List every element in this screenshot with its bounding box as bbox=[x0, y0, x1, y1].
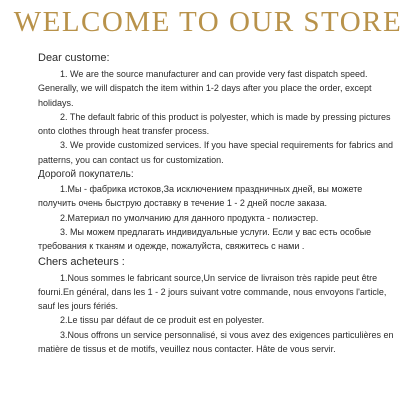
section-russian bbox=[38, 167, 400, 253]
french-item-1: 1.Nous sommes le fabricant source,Un service de livraison très rapide peut être fourni.En général, dans les 1 - 2 jours suivant votre commande, nous envoyons l'article, sauf les jours fériés. bbox=[38, 272, 387, 312]
english-item-2: 2. The default fabric of this product is polyester, which is made by pressing pictures onto clothes through heat transfer process. bbox=[38, 111, 391, 137]
russian-item-3: 3. Мы можем предлагать индивидуальные услуги. Если у вас есть особые требования к тканям и одежде, пожалуйста, свяжитесь с нами . bbox=[38, 226, 372, 252]
english-item-3: 3. We provide customized services. If you have special requirements for fabrics and patterns, you can contact us for customization. bbox=[38, 140, 393, 165]
french-heading: Chers acheteurs : bbox=[38, 255, 125, 268]
russian-heading: Дорогой покупатель: bbox=[38, 169, 134, 181]
section-french bbox=[38, 254, 400, 357]
english-item-1: 1. We are the source manufacturer and can provide very fast dispatch speed. Generally, we will dispatch the item within 1-2 days after you place the order, except holidays. bbox=[38, 69, 372, 108]
french-item-3: 3.Nous offrons un service personnalisé, si vous avez des exigences particulières en matière de tissus et de motifs, veuillez nous contacter. Hâte de vous servir. bbox=[38, 329, 394, 355]
store-notice bbox=[38, 50, 400, 356]
russian-item-2: 2.Материал по умолчанию для данного продукта - полиэстер. bbox=[60, 212, 319, 223]
page-title: WELCOME TO OUR STORE bbox=[13, 6, 403, 38]
french-item-2: 2.Le tissu par défaut de ce produit est en polyester. bbox=[60, 315, 265, 326]
russian-item-1: 1.Мы - фабрика истоков,За исключением праздничных дней, вы можете получить очень быструю доставку в течение 1 - 2 дней после заказа. bbox=[38, 184, 363, 209]
english-heading: Dear custome: bbox=[38, 52, 110, 64]
section-english bbox=[38, 50, 400, 167]
